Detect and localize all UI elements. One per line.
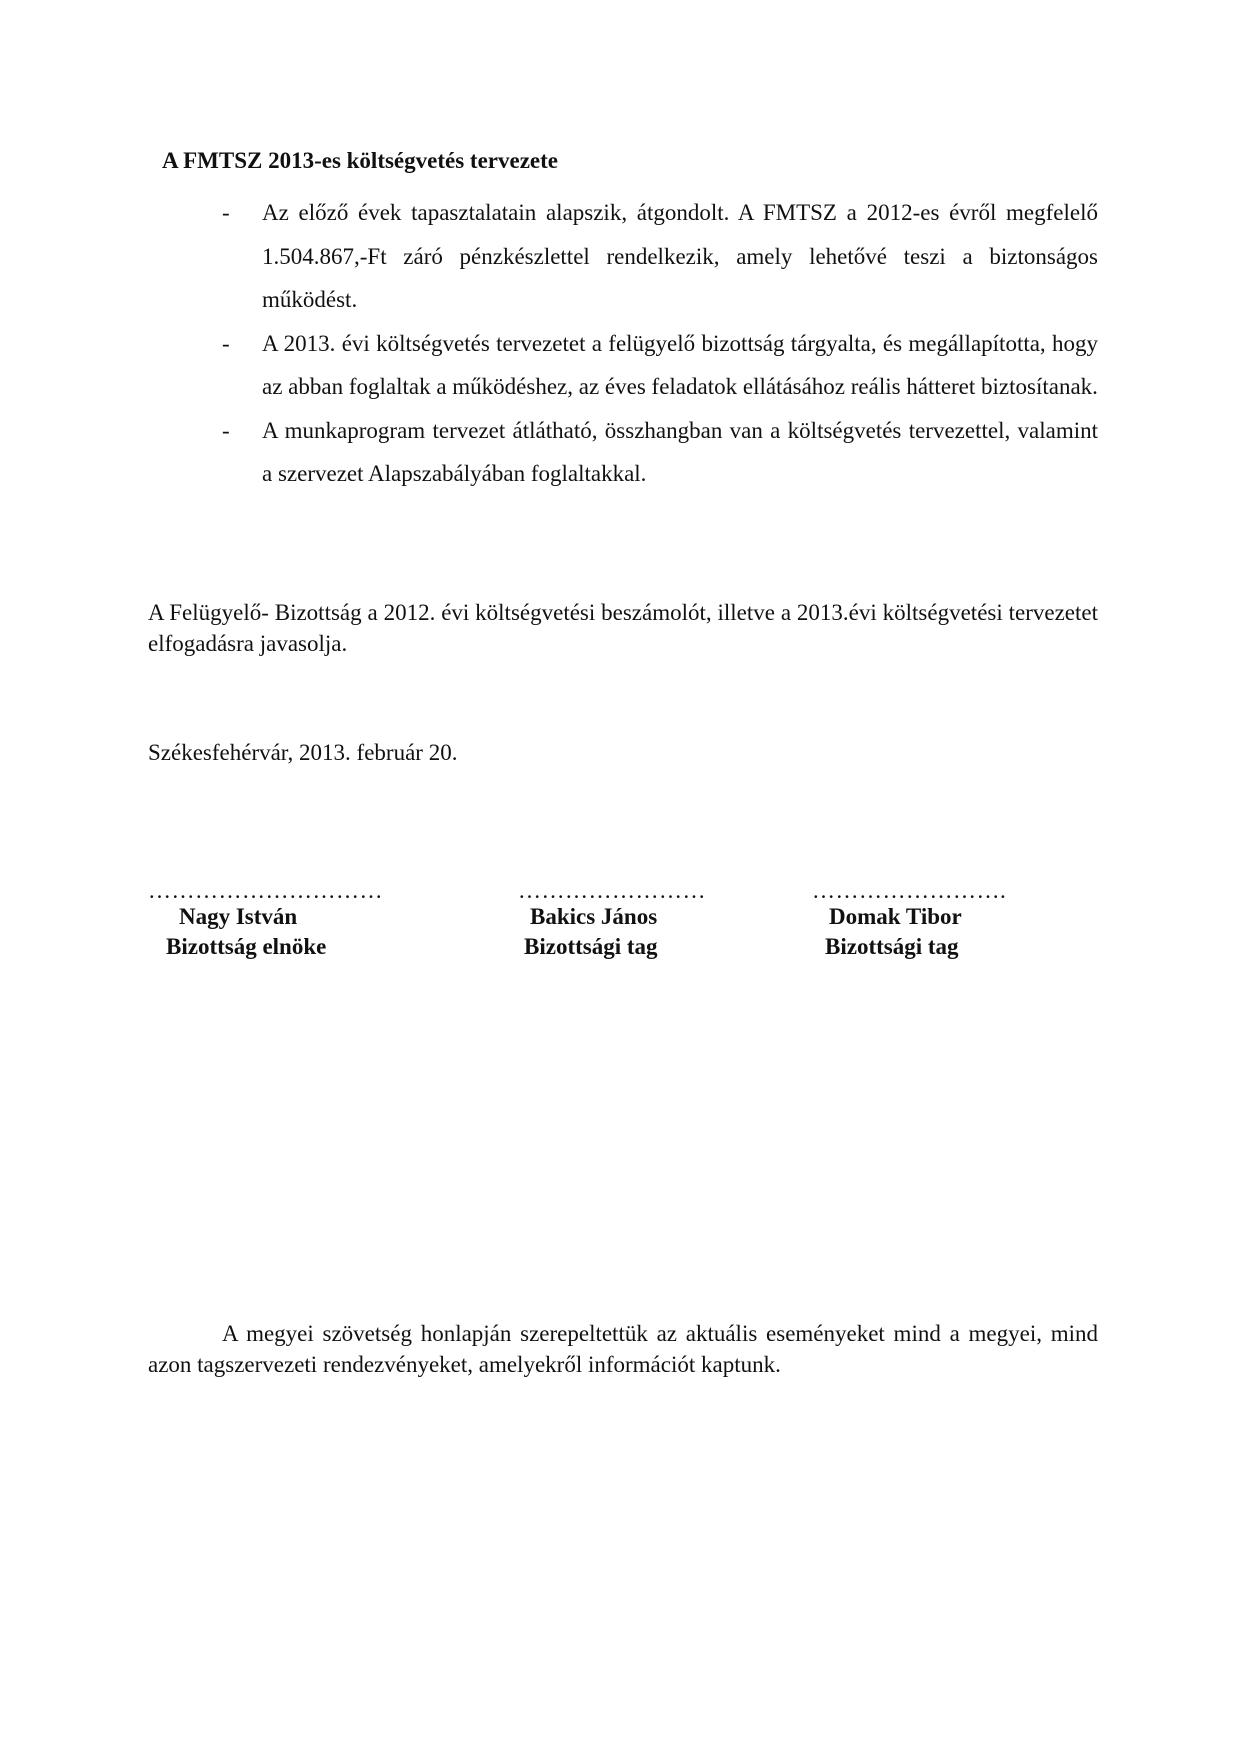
signature-line: …………………… <box>518 878 706 903</box>
section-heading: A FMTSZ 2013-es költségvetés tervezete <box>162 148 558 173</box>
bullet-item <box>222 322 1098 409</box>
closing-paragraph: A megyei szövetség honlapján szerepeltettük az aktuális eseményeket mind a megyei, mind azon tagszervezeti rendezvényeket, amelyekről információt kaptunk. <box>148 1321 1098 1377</box>
bullet-text: Az előző évek tapasztalatain alapszik, átgondolt. A FMTSZ a 2012-es évről megfelelő 1.504.867,-Ft záró pénzkészlettel rendelkezik, amely lehetővé teszi a biztonságos működést. <box>262 200 1098 312</box>
signature-block-member-2 <box>812 878 1006 960</box>
bullet-text: A 2013. évi költségvetés tervezetet a felügyelő bizottság tárgyalta, és megállapította, hogy az abban foglaltak a működéshez, az éves feladatok ellátásához reális hátteret biztosítanak. <box>262 330 1098 399</box>
signature-line: ……………………. <box>812 878 1007 903</box>
bullet-dash: - <box>222 330 230 356</box>
signature-block-member-1 <box>518 878 706 960</box>
signatory-name: Nagy István <box>179 904 298 929</box>
bullet-item <box>222 409 1098 496</box>
recommendation-paragraph: A Felügyelő- Bizottság a 2012. évi költségvetési beszámolót, illetve a 2013.évi költségvetési tervezetet elfogadásra javasolja. <box>148 600 1098 656</box>
bullet-list <box>222 191 1098 496</box>
bullet-item <box>222 191 1098 322</box>
bullet-text: A munkaprogram tervezet átlátható, összhangban van a költségvetés tervezettel, valamint a szervezet Alapszabályában foglaltakkal. <box>262 417 1098 486</box>
signatory-role: Bizottság elnöke <box>166 934 327 959</box>
bullet-dash: - <box>222 417 230 443</box>
signature-block-chair <box>148 878 383 960</box>
signatory-role: Bizottsági tag <box>825 934 959 959</box>
signatory-name: Domak Tibor <box>829 904 962 929</box>
signature-line: ………………………… <box>148 878 383 903</box>
bullet-dash: - <box>222 200 230 225</box>
signatory-name: Bakics János <box>530 904 658 929</box>
signatory-role: Bizottsági tag <box>524 934 658 959</box>
place-date: Székesfehérvár, 2013. február 20. <box>148 740 458 765</box>
